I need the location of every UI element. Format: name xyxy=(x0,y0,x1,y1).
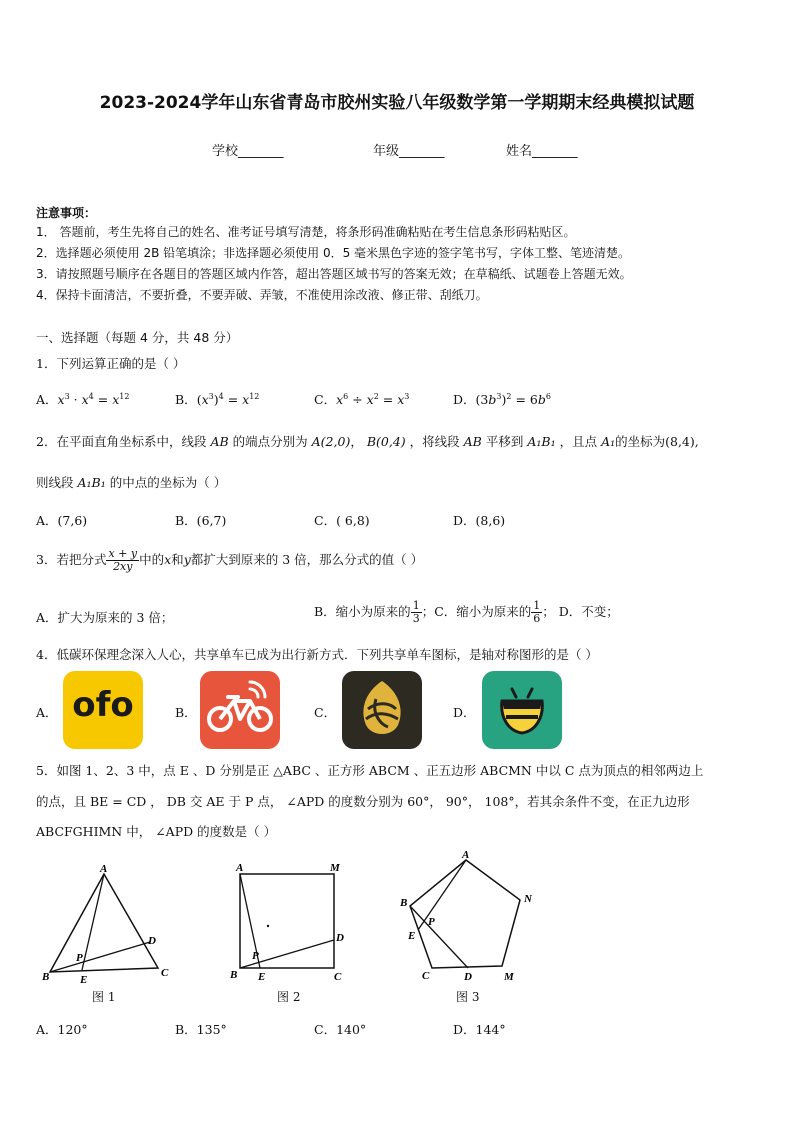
label-c: C xyxy=(422,970,430,982)
question-5-line-3: ABCFGHIMN 中， ∠APD 的度数是（ ） xyxy=(36,824,277,839)
label-n: N xyxy=(524,893,532,905)
label-d: D xyxy=(336,932,344,944)
question-5-option-d: D．144° xyxy=(453,1022,506,1037)
label-c: C xyxy=(161,967,169,979)
bee-logo-icon xyxy=(482,671,562,749)
question-4-stem: 4．低碳环保理念深入人心，共享单车已成为出行新方式．下列共享单车图标，是轴对称图形的是（ ） xyxy=(36,647,598,662)
ofo-text: ofo xyxy=(72,685,134,725)
question-5-option-c: C．140° xyxy=(314,1022,367,1037)
label-m: M xyxy=(330,862,340,874)
question-2-line-2: 则线段 A₁B₁ 的中点的坐标为（ ） xyxy=(36,475,227,490)
question-5-option-b: B．135° xyxy=(175,1022,227,1037)
question-4-label-a: A． xyxy=(36,705,58,720)
notice-item-2: 2．选择题必须使用 2B 铅笔填涂；非选择题必须使用 0．5 毫米黑色字迹的签字笔书写，字体工整、笔迹清楚。 xyxy=(36,246,631,260)
label-b: B xyxy=(42,971,50,983)
mobike-logo-icon xyxy=(200,671,280,749)
figure-3-pentagon xyxy=(396,846,546,988)
label-d: D xyxy=(148,935,156,947)
label-p: P xyxy=(428,916,435,928)
notice-heading: 注意事项： xyxy=(36,206,97,220)
question-2-option-c: C．( 6,8) xyxy=(314,513,370,528)
question-3-option-a: A．扩大为原来的 3 倍； xyxy=(36,610,174,625)
label-c: C xyxy=(334,971,342,983)
question-5-option-a: A．120° xyxy=(36,1022,88,1037)
label-b: B xyxy=(400,897,408,909)
label-a: A xyxy=(462,849,470,861)
label-a: A xyxy=(100,863,108,875)
question-1-option-d: D．$(3b^3)^2 = 6b^6$ xyxy=(453,391,551,407)
question-2-option-d: D．(8,6) xyxy=(453,513,506,528)
question-4-label-d: D． xyxy=(453,705,476,720)
question-3-stem: 3．若把分式 $\frac{x + y}{2xy}$ 中的x和y都扩大到原来的 3 倍，那么分式的值（ ） xyxy=(36,547,424,573)
school-field: 学校_______ xyxy=(212,144,284,159)
question-2-option-b: B．(6,7) xyxy=(175,513,227,528)
question-5-line-2: 的点，且 BE = CD ， DB 交 AE 于 P 点， ∠APD 的度数分别为 60°， 90°， 108°，若其余条件不变，在正九边形 xyxy=(36,794,690,809)
question-1-option-b: B．$(x^3)^4 = x^{12}$ xyxy=(175,391,260,407)
label-a: A xyxy=(236,862,244,874)
pinecone-logo-icon xyxy=(342,671,422,749)
section-heading: 一、选择题（每题 4 分，共 48 分） xyxy=(36,330,239,345)
fraction: $\frac{x + y}{2xy}$ xyxy=(108,547,138,573)
notice-item-4: 4．保持卡面清洁，不要折叠，不要弄破、弄皱，不准使用涂改液、修正带、刮纸刀。 xyxy=(36,288,488,302)
label-p: P xyxy=(252,950,259,962)
label-b: B xyxy=(230,969,238,981)
question-1-option-c: C．$x^6 \div x^2 = x^3$ xyxy=(314,391,410,407)
label-m: M xyxy=(504,971,514,983)
figure-2-caption: 图 2 xyxy=(277,990,301,1004)
question-2-option-a: A．(7,6) xyxy=(36,513,88,528)
question-2-line-1: 2．在平面直角坐标系中，线段 AB 的端点分别为 A(2,0)， B(0,4) ，将线段 AB 平移到 A₁B₁ ，且点 A₁的坐标为(8,4), xyxy=(36,434,699,449)
figure-3-caption: 图 3 xyxy=(456,990,480,1004)
figure-1-triangle xyxy=(36,858,186,988)
label-d: D xyxy=(464,971,472,983)
notice-item-3: 3．请按照题号顺序在各题目的答题区域内作答，超出答题区域书写的答案无效；在草稿纸、试题卷上答题无效。 xyxy=(36,267,632,281)
label-e: E xyxy=(258,971,266,983)
figure-1-caption: 图 1 xyxy=(92,990,116,1004)
question-4-label-c: C． xyxy=(314,705,337,720)
page-title: 2023-2024学年山东省青岛市胶州实验八年级数学第一学期期末经典模拟试题 xyxy=(99,93,695,113)
question-4-label-b: B． xyxy=(175,705,197,720)
question-1-option-a: A．$x^3 \cdot x^4 = x^{12}$ xyxy=(36,391,130,407)
question-3-options-bcd: B．缩小为原来的 $\frac{1}{3}$ ；C．缩小为原来的 $\frac{1}{6}$ ； D．不变； xyxy=(314,599,619,625)
figure-2-square xyxy=(226,858,356,988)
question-5-line-1: 5．如图 1、2、3 中，点 E 、D 分别是正 △ABC 、正方形 ABCM 、正五边形 ABCMN 中以 C 点为顶点的相邻两边上 xyxy=(36,763,704,778)
name-field: 姓名_______ xyxy=(506,144,578,159)
notice-item-1: 1． 答题前，考生先将自己的姓名、准考证号填写清楚，将条形码准确粘贴在考生信息条形码粘贴区。 xyxy=(36,225,576,239)
question-1-stem: 1．下列运算正确的是（ ） xyxy=(36,356,186,371)
grade-field: 年级_______ xyxy=(373,144,445,159)
label-e: E xyxy=(80,974,88,986)
label-e: E xyxy=(408,930,416,942)
label-p: P xyxy=(76,952,83,964)
ofo-logo-icon xyxy=(63,671,143,749)
